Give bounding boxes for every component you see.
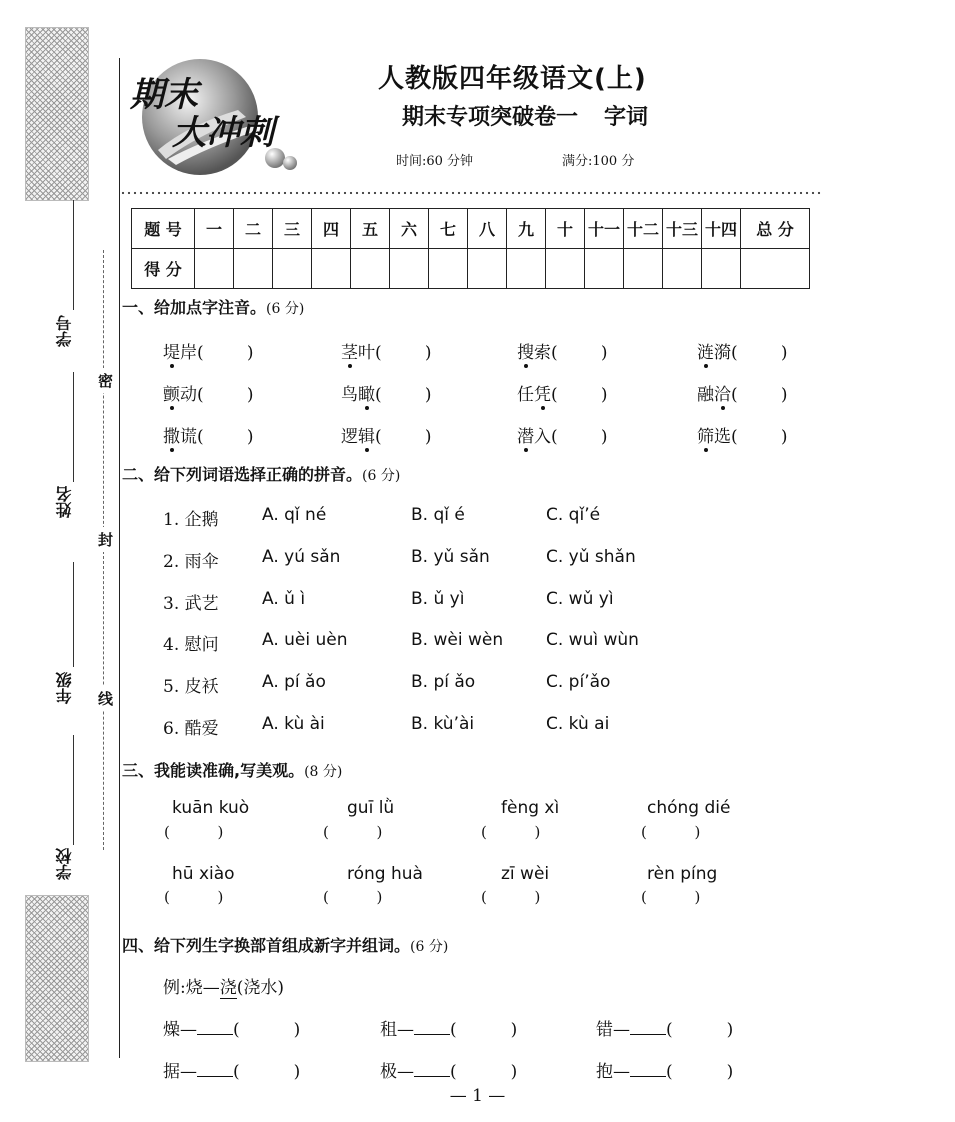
answer-paren[interactable]: ( ) xyxy=(164,823,224,841)
score-cell[interactable] xyxy=(624,249,663,289)
pinyin-prompt: chóng dié xyxy=(647,798,731,818)
dotted-char: 茎 xyxy=(341,343,358,363)
answer-paren[interactable]: ( ) xyxy=(551,385,608,405)
list-item xyxy=(517,380,608,405)
page-number: — 1 — xyxy=(449,1086,506,1106)
word-char: 谎 xyxy=(180,427,197,447)
new-char-blank[interactable] xyxy=(197,1060,233,1077)
table-header-cell: 九 xyxy=(507,209,546,249)
answer-paren[interactable]: ( ) xyxy=(666,1062,734,1082)
option-b[interactable]: B. wèi wèn xyxy=(411,630,504,650)
dotted-char: 洽 xyxy=(714,385,731,405)
score-cell[interactable] xyxy=(195,249,234,289)
source-char: 错— xyxy=(596,1020,630,1040)
word-char: 鸟 xyxy=(341,385,358,405)
dotted-char: 搜 xyxy=(517,343,534,363)
option-a[interactable]: A. ǔ ì xyxy=(262,589,306,609)
word-char: 选 xyxy=(714,427,731,447)
question-word: 2. 雨伞 xyxy=(163,552,219,572)
dotted-char: 辑 xyxy=(358,427,375,447)
option-c[interactable]: C. yǔ shǎn xyxy=(546,547,636,567)
list-item xyxy=(163,1057,300,1082)
pinyin-prompt: hū xiào xyxy=(172,864,235,884)
field-line-name xyxy=(73,372,74,482)
table-header-cell: 五 xyxy=(351,209,390,249)
score-cell[interactable] xyxy=(351,249,390,289)
list-item xyxy=(341,338,432,363)
source-char: 据— xyxy=(163,1062,197,1082)
list-item xyxy=(163,1015,300,1040)
table-row-label: 得 分 xyxy=(132,249,195,289)
answer-paren[interactable]: ( ) xyxy=(551,427,608,447)
score-cell[interactable] xyxy=(390,249,429,289)
word-char: 动 xyxy=(180,385,197,405)
answer-paren[interactable]: ( ) xyxy=(731,427,788,447)
dotted-char: 堤 xyxy=(163,343,180,363)
option-a[interactable]: A. qǐ né xyxy=(262,505,327,525)
word-char: 逻 xyxy=(341,427,358,447)
table-header-cell: 一 xyxy=(195,209,234,249)
list-item xyxy=(697,338,788,363)
word-char: 漪 xyxy=(714,343,731,363)
dotted-char: 涟 xyxy=(697,343,714,363)
margin-pattern-bottom xyxy=(25,895,89,1062)
table-header-cell: 三 xyxy=(273,209,312,249)
section3-heading xyxy=(122,758,342,781)
section1-title: 一、给加点字注音。 xyxy=(122,298,267,317)
list-item xyxy=(380,1015,517,1040)
list-item xyxy=(163,422,254,447)
pinyin-prompt: rèn píng xyxy=(647,864,718,884)
list-item xyxy=(697,380,788,405)
option-c[interactable]: C. qǐ’é xyxy=(546,505,601,525)
score-cell[interactable] xyxy=(741,249,810,289)
option-b[interactable]: B. qǐ é xyxy=(411,505,465,525)
pinyin-prompt: zī wèi xyxy=(501,864,550,884)
field-label-student-id: 学号 xyxy=(55,315,74,347)
new-char-blank[interactable] xyxy=(630,1060,666,1077)
question-word: 3. 武艺 xyxy=(163,594,219,614)
full-score: 满分:100 分 xyxy=(562,154,635,169)
question-word: 5. 皮袄 xyxy=(163,677,219,697)
pinyin-prompt: fèng xì xyxy=(501,798,560,818)
word-char: 叶 xyxy=(358,343,375,363)
list-item xyxy=(163,380,254,405)
source-char: 燥— xyxy=(163,1020,197,1040)
list-item xyxy=(380,1057,517,1082)
score-cell[interactable] xyxy=(312,249,351,289)
score-cell[interactable] xyxy=(273,249,312,289)
section3-title: 三、我能读准确,写美观。 xyxy=(122,761,305,780)
section4-heading xyxy=(122,933,448,956)
answer-paren[interactable]: ( ) xyxy=(164,888,224,906)
dotted-char: 撒 xyxy=(163,427,180,447)
table-header-cell: 题 号 xyxy=(132,209,195,249)
logo xyxy=(128,55,308,180)
table-header-cell: 七 xyxy=(429,209,468,249)
table-header-cell: 总 分 xyxy=(741,209,810,249)
option-a[interactable]: A. yú sǎn xyxy=(262,547,341,567)
page-subtitle xyxy=(402,100,648,131)
table-header-cell: 六 xyxy=(390,209,429,249)
field-label-grade: 年级 xyxy=(55,672,74,704)
table-header-cell: 十三 xyxy=(663,209,702,249)
section2-points: (6 分) xyxy=(362,468,401,484)
score-cell[interactable] xyxy=(507,249,546,289)
example-new-char: 浇 xyxy=(219,978,237,998)
answer-paren[interactable]: ( ) xyxy=(641,888,701,906)
section2-title: 二、给下列词语选择正确的拼音。 xyxy=(122,465,363,484)
option-a[interactable]: A. uèi uèn xyxy=(262,630,348,650)
dotted-char: 瞰 xyxy=(358,385,375,405)
score-cell[interactable] xyxy=(546,249,585,289)
answer-paren[interactable]: ( ) xyxy=(323,888,383,906)
seal-char-xian: 线 xyxy=(98,686,113,711)
table-header-cell: 二 xyxy=(234,209,273,249)
answer-paren[interactable]: ( ) xyxy=(233,1062,301,1082)
source-char: 极— xyxy=(380,1062,414,1082)
section1-heading xyxy=(122,295,304,318)
answer-paren[interactable]: ( ) xyxy=(481,888,541,906)
source-char: 抱— xyxy=(596,1062,630,1082)
option-a[interactable]: A. pí ǎo xyxy=(262,672,326,692)
score-cell[interactable] xyxy=(468,249,507,289)
subtitle-topic: 字词 xyxy=(604,104,649,130)
pinyin-prompt: kuān kuò xyxy=(172,798,250,818)
answer-paren[interactable]: ( ) xyxy=(666,1020,734,1040)
option-b[interactable]: B. kù’ài xyxy=(411,714,475,734)
field-label-school: 学校 xyxy=(55,848,74,880)
word-char: 任 xyxy=(517,385,534,405)
answer-paren[interactable]: ( ) xyxy=(450,1020,518,1040)
table-header-cell: 四 xyxy=(312,209,351,249)
exam-time: 时间:60 分钟 xyxy=(396,154,474,169)
table-header-cell: 十 xyxy=(546,209,585,249)
option-c[interactable]: C. pí’ǎo xyxy=(546,672,611,692)
pinyin-prompt: guī lǜ xyxy=(347,798,395,818)
source-char: 租— xyxy=(380,1020,414,1040)
subtitle-main: 期末专项突破卷一 xyxy=(402,104,579,130)
option-c[interactable]: C. kù ai xyxy=(546,714,610,734)
answer-paren[interactable]: ( ) xyxy=(197,385,254,405)
answer-paren[interactable]: ( ) xyxy=(731,343,788,363)
section3-points: (8 分) xyxy=(304,764,343,780)
answer-paren[interactable]: ( ) xyxy=(481,823,541,841)
option-a[interactable]: A. kù ài xyxy=(262,714,325,734)
section4-points: (6 分) xyxy=(410,939,449,955)
section1-points: (6 分) xyxy=(266,301,305,317)
field-line-school xyxy=(73,735,74,845)
dotted-char: 潜 xyxy=(517,427,534,447)
table-header-cell: 十二 xyxy=(624,209,663,249)
logo-text-line2: 大冲刺 xyxy=(172,113,274,153)
word-char: 融 xyxy=(697,385,714,405)
score-table-score-row xyxy=(132,249,810,289)
answer-paren[interactable]: ( ) xyxy=(731,385,788,405)
dotted-char: 颤 xyxy=(163,385,180,405)
field-line-student-id xyxy=(73,200,74,310)
list-item xyxy=(341,422,432,447)
new-char-blank[interactable] xyxy=(630,1018,666,1035)
answer-paren[interactable]: ( ) xyxy=(323,823,383,841)
section4-example xyxy=(163,973,284,998)
section4-title: 四、给下列生字换部首组成新字并组词。 xyxy=(122,936,411,955)
score-cell[interactable] xyxy=(663,249,702,289)
answer-paren[interactable]: ( ) xyxy=(197,427,254,447)
margin-border xyxy=(119,58,120,1058)
list-item xyxy=(596,1057,733,1082)
answer-paren[interactable]: ( ) xyxy=(641,823,701,841)
list-item xyxy=(517,422,608,447)
score-table xyxy=(131,208,810,289)
answer-paren[interactable]: ( ) xyxy=(375,343,432,363)
table-header-cell: 八 xyxy=(468,209,507,249)
example-char: 例:烧— xyxy=(163,978,220,998)
page-title: 人教版四年级语文(上) xyxy=(378,64,647,94)
section2-heading xyxy=(122,462,400,485)
answer-paren[interactable]: ( ) xyxy=(375,427,432,447)
score-cell[interactable] xyxy=(585,249,624,289)
list-item xyxy=(517,338,608,363)
field-line-grade xyxy=(73,562,74,667)
table-header-cell: 十四 xyxy=(702,209,741,249)
dotted-divider xyxy=(120,190,822,196)
new-char-blank[interactable] xyxy=(414,1018,450,1035)
field-label-name: 姓名 xyxy=(55,486,74,518)
option-c[interactable]: C. wǔ yì xyxy=(546,589,614,609)
logo-text-line1: 期末 xyxy=(130,75,198,115)
answer-paren[interactable]: ( ) xyxy=(375,385,432,405)
option-b[interactable]: B. yǔ sǎn xyxy=(411,547,490,567)
word-char: 索 xyxy=(534,343,551,363)
dotted-char: 凭 xyxy=(534,385,551,405)
answer-paren[interactable]: ( ) xyxy=(551,343,608,363)
seal-char-mi: 密 xyxy=(98,368,113,393)
list-item xyxy=(697,422,788,447)
seal-char-feng: 封 xyxy=(98,527,113,552)
margin-pattern-top xyxy=(25,27,89,201)
new-char-blank[interactable] xyxy=(414,1060,450,1077)
score-table-header-row xyxy=(132,209,810,249)
list-item xyxy=(596,1015,733,1040)
pinyin-prompt: róng huà xyxy=(347,864,423,884)
option-b[interactable]: B. pí ǎo xyxy=(411,672,476,692)
new-char-blank[interactable] xyxy=(197,1018,233,1035)
score-cell[interactable] xyxy=(702,249,741,289)
question-word: 4. 慰问 xyxy=(163,635,219,655)
option-c[interactable]: C. wuì wùn xyxy=(546,630,639,650)
answer-paren[interactable]: ( ) xyxy=(450,1062,518,1082)
score-cell[interactable] xyxy=(234,249,273,289)
dotted-char: 筛 xyxy=(697,427,714,447)
score-cell[interactable] xyxy=(429,249,468,289)
table-header-cell: 十一 xyxy=(585,209,624,249)
option-b[interactable]: B. ǔ yì xyxy=(411,589,465,609)
word-char: 入 xyxy=(534,427,551,447)
list-item xyxy=(341,380,432,405)
question-word: 6. 酷爱 xyxy=(163,719,219,739)
answer-paren[interactable]: ( ) xyxy=(233,1020,301,1040)
question-word: 1. 企鹅 xyxy=(163,510,219,530)
word-char: 岸 xyxy=(180,343,197,363)
list-item xyxy=(163,338,254,363)
example-word: (浇水) xyxy=(236,978,284,998)
answer-paren[interactable]: ( ) xyxy=(197,343,254,363)
